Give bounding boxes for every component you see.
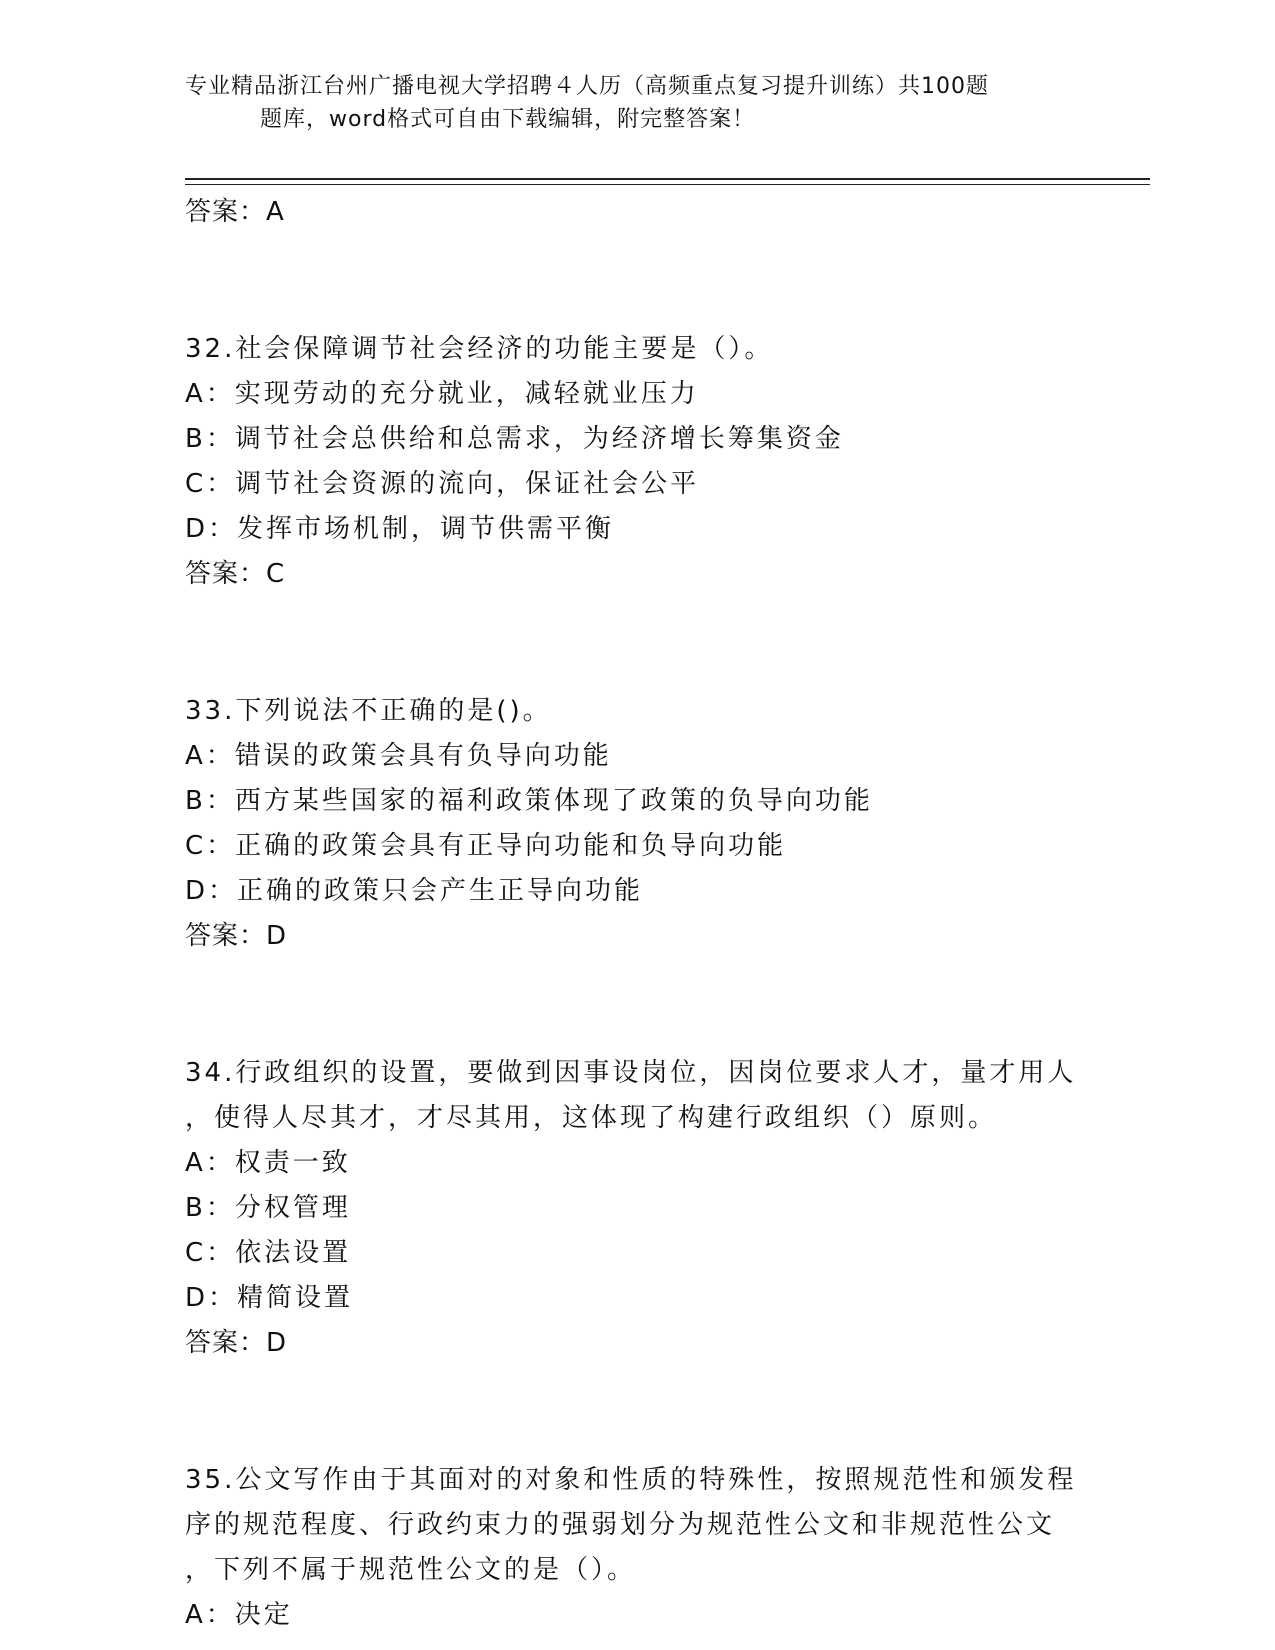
option-d: D：发挥市场机制，调节供需平衡 (185, 514, 615, 544)
spacer (185, 597, 1085, 689)
option-b: B：分权管理 (185, 1193, 351, 1223)
question-32 (185, 327, 1085, 597)
question-content (185, 190, 1085, 1638)
option-b: B：调节社会总供给和总需求，为经济增长筹集资金 (185, 424, 844, 454)
answer: 答案：D (185, 1328, 288, 1358)
header-rule-thin (185, 184, 1150, 185)
question-text-line-1: 34.行政组织的设置，要做到因事设岗位，因岗位要求人才，量才用人 (185, 1058, 1077, 1088)
question-text-line-3: ，下列不属于规范性公文的是（）。 (185, 1555, 637, 1585)
question-34 (185, 1051, 1085, 1366)
option-d: D：正确的政策只会产生正导向功能 (185, 876, 644, 906)
question-text: 32.社会保障调节社会经济的功能主要是（）。 (185, 334, 774, 364)
option-a: A：决定 (185, 1600, 293, 1630)
question-text-line-2: ，使得人尽其才，才尽其用，这体现了构建行政组织（）原则。 (185, 1103, 998, 1133)
option-c: C：调节社会资源的流向，保证社会公平 (185, 469, 700, 499)
header-title-line-1: 专业精品浙江台州广播电视大学招聘４人历（高频重点复习提升训练）共100题 (185, 74, 989, 99)
answer: 答案：D (185, 921, 288, 951)
spacer (185, 959, 1085, 1051)
question-text-line-1: 35.公文写作由于其面对的对象和性质的特殊性，按照规范性和颁发程 (185, 1465, 1077, 1495)
answer: 答案：C (185, 559, 286, 589)
option-a: A：错误的政策会具有负导向功能 (185, 741, 612, 771)
question-35 (185, 1458, 1085, 1638)
option-c: C：依法设置 (185, 1238, 352, 1268)
question-text-line-2: 序的规范程度、行政约束力的强弱划分为规范性公文和非规范性公文 (185, 1510, 1056, 1540)
header-title-line-2: 题库，word格式可自由下载编辑，附完整答案！ (260, 107, 756, 132)
option-a: A：实现劳动的充分就业，减轻就业压力 (185, 379, 699, 409)
spacer (185, 1366, 1085, 1458)
answer-31: 答案：A (185, 197, 285, 227)
spacer (185, 235, 1085, 327)
option-d: D：精简设置 (185, 1283, 354, 1313)
question-33 (185, 689, 1085, 959)
question-text: 33.下列说法不正确的是()。 (185, 696, 552, 726)
option-b: B：西方某些国家的福利政策体现了政策的负导向功能 (185, 786, 873, 816)
option-c: C：正确的政策会具有正导向功能和负导向功能 (185, 831, 787, 861)
document-header (185, 70, 1065, 136)
option-a: A：权责一致 (185, 1148, 351, 1178)
header-rule-thick (185, 178, 1150, 180)
